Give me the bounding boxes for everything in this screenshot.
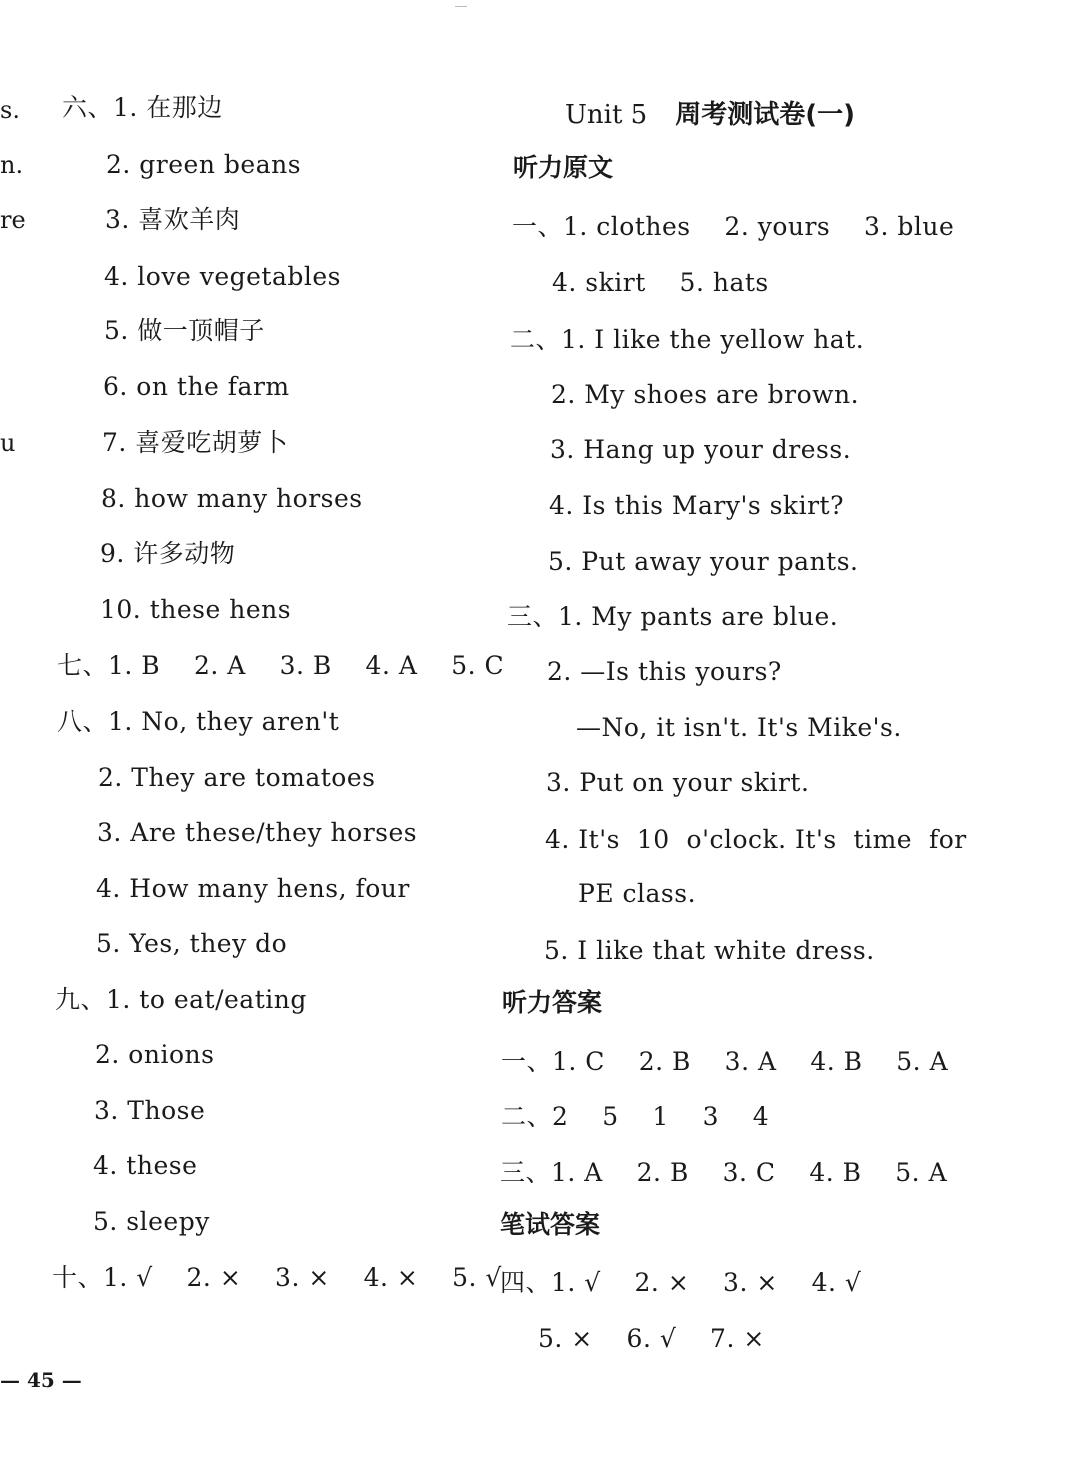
answer-line: 八、1. No, they aren't xyxy=(57,707,340,736)
script-line: 3. Hang up your dress. xyxy=(550,435,852,464)
script-line: PE class. xyxy=(578,879,697,908)
answer-line: 四、1. √ 2. × 3. × 4. √ xyxy=(500,1268,862,1297)
script-line: —No, it isn't. It's Mike's. xyxy=(576,713,902,742)
answer-line: 3. Those xyxy=(94,1096,206,1125)
script-line: 4. Is this Mary's skirt? xyxy=(549,491,844,520)
script-line: 4. skirt 5. hats xyxy=(552,268,769,297)
script-line: 三、1. My pants are blue. xyxy=(507,602,839,631)
answer-line: 5. sleepy xyxy=(93,1207,210,1236)
answer-line: 5. Yes, they do xyxy=(96,929,288,958)
section-heading: 笔试答案 xyxy=(500,1210,601,1239)
answer-line: 4. these xyxy=(93,1151,198,1180)
answer-line: 六、1. 在那边 xyxy=(62,93,223,122)
answer-line: 4. How many hens, four xyxy=(96,874,410,903)
script-line: 5. Put away your pants. xyxy=(548,547,859,576)
answer-line: 9. 许多动物 xyxy=(100,539,236,568)
script-line: 一、1. clothes 2. yours 3. blue xyxy=(512,212,955,241)
answer-line: 二、2 5 1 3 4 xyxy=(501,1102,770,1131)
page-title xyxy=(565,99,855,131)
title-text: 周考测试卷(一) xyxy=(675,100,856,130)
edge-fragment: n. xyxy=(0,151,24,179)
answer-line: 7. 喜爱吃胡萝卜 xyxy=(102,428,289,457)
section-heading: 听力原文 xyxy=(513,153,614,182)
script-line: 4. It's 10 o'clock. It's time for xyxy=(545,825,967,854)
edge-fragment: re xyxy=(0,206,26,234)
answer-line: 5. 做一顶帽子 xyxy=(104,316,265,345)
answer-line: 九、1. to eat/eating xyxy=(55,985,307,1014)
answer-line: 3. 喜欢羊肉 xyxy=(105,205,241,234)
answer-line: 10. these hens xyxy=(100,595,292,624)
answer-line: 十、1. √ 2. × 3. × 4. × 5. √ xyxy=(52,1263,502,1292)
section-heading: 听力答案 xyxy=(502,988,603,1017)
answer-line: 8. how many horses xyxy=(101,484,363,513)
answer-line: 三、1. A 2. B 3. C 4. B 5. A xyxy=(500,1158,948,1187)
script-line: 3. Put on your skirt. xyxy=(546,768,810,797)
answer-line: 3. Are these/they horses xyxy=(97,818,418,847)
answer-line: 5. × 6. √ 7. × xyxy=(538,1324,765,1353)
page-number: — 45 — xyxy=(0,1368,82,1392)
edge-fragment: u xyxy=(0,429,16,457)
answer-line: 2. They are tomatoes xyxy=(98,763,376,792)
script-line: 二、1. I like the yellow hat. xyxy=(510,325,865,354)
script-line: 2. —Is this yours? xyxy=(547,657,782,686)
edge-fragment: s. xyxy=(0,96,20,124)
title-unit: Unit 5 xyxy=(565,100,648,130)
answer-line: 七、1. B 2. A 3. B 4. A 5. C xyxy=(57,651,505,680)
answer-line: 2. green beans xyxy=(106,150,302,179)
script-line: 5. I like that white dress. xyxy=(544,936,875,965)
top-crop-mark xyxy=(455,6,467,7)
answer-line: 一、1. C 2. B 3. A 4. B 5. A xyxy=(501,1047,949,1076)
script-line: 2. My shoes are brown. xyxy=(551,380,860,409)
answer-line: 6. on the farm xyxy=(103,372,290,401)
answer-line: 2. onions xyxy=(95,1040,215,1069)
answer-line: 4. love vegetables xyxy=(104,262,342,291)
